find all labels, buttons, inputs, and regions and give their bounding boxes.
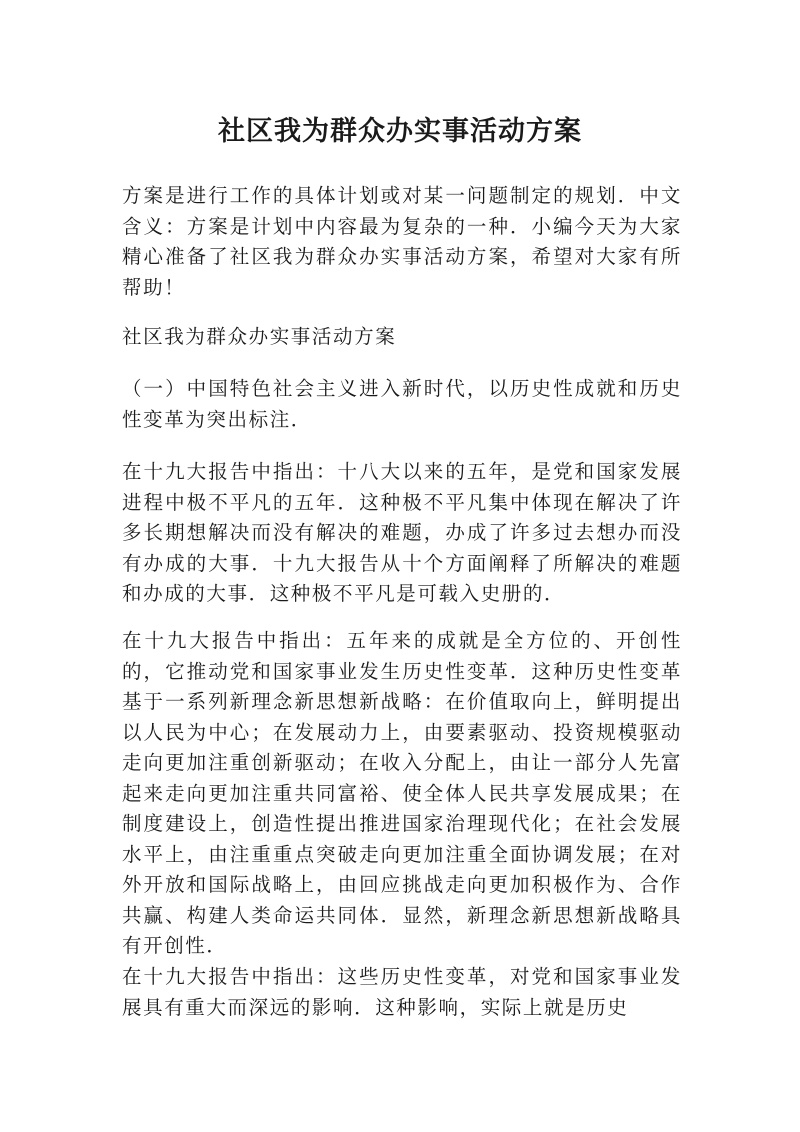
body-paragraph: 在十九大报告中指出：五年来的成就是全方位的、开创性的，它推动党和国家事业发生历史性变革．这种历史性变革基于一系列新理念新思想新战略：在价值取向上，鲜明提出以人民为中心；在发展动力上，由要素驱动、投资规模驱动走向更加注重创新驱动；在收入分配上，由让一部分人先富起来走向更加注重共同富裕、使全体人民共享发展成果；在制度建设上，创造性提出推进国家治理现代化；在社会发展水平上，由注重重点突破走向更加注重全面协调发展；在对外开放和国际战略上，由回应挑战走向更加积极作为、合作共赢、构建人类命运共同体．显然，新理念新思想新战略具有开创性． <box>122 629 682 957</box>
intro-paragraph: 方案是进行工作的具体计划或对某一问题制定的规划．中文含义：方案是计划中内容最为复杂的一种．小编今天为大家精心准备了社区我为群众办实事活动方案，希望对大家有所帮助！ <box>122 184 682 299</box>
document-title: 社区我为群众办实事活动方案 <box>218 116 582 147</box>
body-paragraph: 在十九大报告中指出：十八大以来的五年，是党和国家发展进程中极不平凡的五年．这种极不平凡集中体现在解决了许多长期想解决而没有解决的难题，办成了许多过去想办而没有办成的大事．十九大报告从十个方面阐释了所解决的难题和办成的大事．这种极不平凡是可载入史册的． <box>122 460 682 605</box>
plan-subheading: 社区我为群众办实事活动方案 <box>122 325 397 348</box>
body-paragraph: 在十九大报告中指出：这些历史性变革，对党和国家事业发展具有重大而深远的影响．这种影响，实际上就是历史 <box>122 965 682 1019</box>
section-one-heading: （一）中国特色社会主义进入新时代，以历史性成就和历史性变革为突出标注． <box>122 377 682 431</box>
